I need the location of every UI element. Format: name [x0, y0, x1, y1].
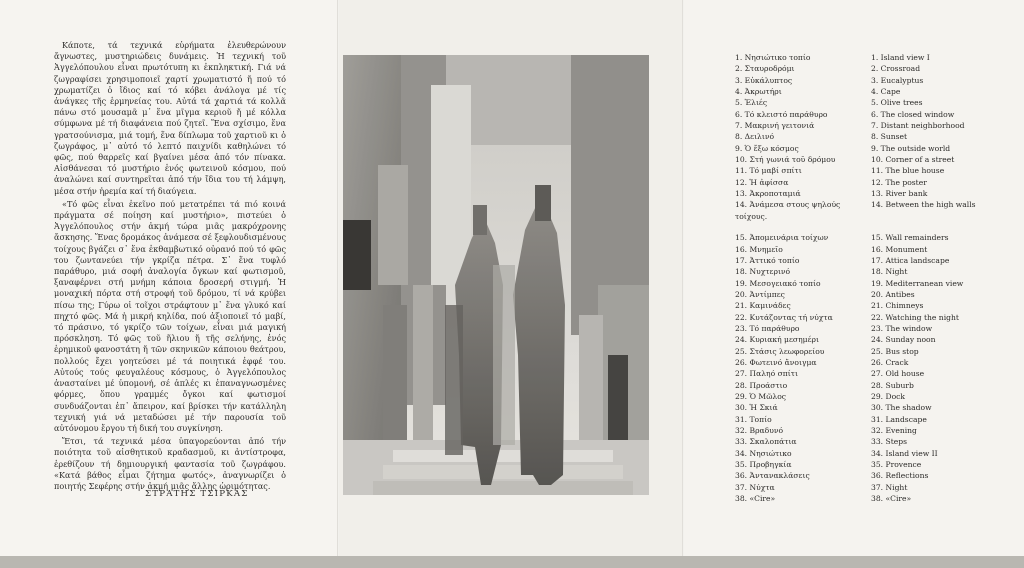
list-item: 2. Σταυροδρόμι — [735, 64, 795, 74]
list-item: 30. Ἡ Σκιά — [735, 403, 778, 413]
list-item: 13. Ἀκροποταμιά — [735, 189, 801, 199]
list-item: 4. Ἀκρωτήρι — [735, 87, 782, 97]
list-item: 34. Νησιώτικο — [735, 448, 792, 458]
essay-paragraph: Κάποτε, τά τεχνικά εὑρήματα ἐλευθερώνουν ἄγνωστες, μυστηριώδεις δυνάμεις. Ἡ τεχνική τοῦ Ἀγγελόπουλου εἶναι πρωτότυπη κι ἐκπληκτική. Γιά νά ζωγραφίσει χρησιμοποιεῖ χαρτί χρωματιστό ἤ πού τό χρωματίζει ὁ ἴδιος καί τό κόβει ἀνάλογα μέ τίς ἀνάγκες τῆς ἑρμηνείας του. Αὐτά τά χαρτιά τά κολλᾶ πάνω στό μουσαμᾶ μ᾽ ἕνα μῖγμα κεριοῦ ἤ μέ κόλλα σύμφωνα μέ τή διαφάνεια πού ζητεῖ. Ἕνα σχίσιμο, ἕνα γρατσούνισμα, μιά τομή, ἕνα δίπλωμα τοῦ χαρτιοῦ κι ὁ ζωγράφος, μ᾽ αὐτό τό λεπτό παιχνίδι καθηλώνει τό φῶς, πού θαρρεῖς καί βγαίνει μέσα ἀπό τόν πίνακα. Αἰσθάνεσαι τό μυστήριο ἑνός φωτεινοῦ κόσμου, πού ἀναλώνει καί συντηρεῖται ἀπό τήν ἴδια του τή λάμψη, μέσα στήν ἠρεμία καί τή διαύγεια. — [54, 40, 286, 196]
list-item: 18. Νυχτερινό — [735, 267, 791, 277]
list-item: 5. Ἐλιές — [735, 98, 768, 108]
list-item: 27. Παληό σπίτι — [735, 369, 798, 379]
list-item: 33. Σκαλοπάτια — [735, 437, 797, 447]
list-item: 10. Στή γωνιά τοῦ δρόμου — [735, 155, 836, 165]
list-item: 1. Island view I — [871, 53, 930, 62]
list-item: 14. Ἀνάμεσα στους ψηλούς τοίχους. — [735, 200, 841, 221]
list-item: 11. The blue house — [871, 166, 945, 176]
list-item: 16. Μνημεῖο — [735, 244, 783, 254]
list-item: 15. Ἀπομεινάρια τοίχων — [735, 233, 829, 243]
list-item: 7. Μακρινή γειτονιά — [735, 121, 815, 131]
list-item: 22. Watching the night — [871, 312, 959, 322]
list-item: 12. Ἡ ἀφίσσα — [735, 177, 789, 187]
list-item: 31. Τοπίο — [735, 414, 772, 424]
list-item: 37. Night — [871, 482, 908, 492]
list-item: 12. The poster — [871, 177, 927, 187]
list-item: 21. Chimneys — [871, 301, 924, 311]
list-item: 28. Προάστιο — [735, 380, 788, 390]
works-list-greek — [735, 52, 865, 504]
essay-paragraph: Ἔτσι, τά τεχνικά μέσα ὑπαγορεύονται ἀπό τήν ποιότητα τοῦ αἰσθητικοῦ κραδασμοῦ, κι ἀντίστροφα, ἐρεθίζουν τή δημιουργική φαντασία τοῦ ζωγράφου. «Κατά βάθος εἶμαι ζήτημα φωτός», ἀναγνωρίζει ὁ ποιητής Σεφέρης στήν ἀκμή μιᾶς ἄλλης ὡριμότητας. — [54, 436, 286, 491]
list-item: 14. Between the high walls — [871, 200, 976, 210]
list-item: 34. Island view II — [871, 448, 938, 458]
list-item: 28. Suburb — [871, 380, 914, 390]
list-item: 31. Landscape — [871, 414, 927, 424]
list-item: 6. The closed window — [871, 109, 955, 119]
list-item: 26. Φωτεινό ἄνοιγμα — [735, 357, 817, 367]
list-item: 33. Steps — [871, 437, 907, 447]
list-item: 32. Evening — [871, 426, 917, 435]
list-item: 17. Attica landscape — [871, 255, 950, 265]
list-item: 38. «Cire» — [871, 494, 912, 504]
works-list-english — [871, 52, 1006, 504]
list-item: 5. Olive trees — [871, 98, 923, 108]
list-item: 8. Sunset — [871, 132, 908, 142]
list-item: 6. Τό κλειστό παράθυρο — [735, 109, 828, 119]
list-item: 25. Στάσις λεωφορείου — [735, 346, 825, 356]
list-item: 20. Ἀντίμπες — [735, 289, 785, 299]
list-item: 23. The window — [871, 323, 933, 333]
list-item: 9. Ὁ ἔξω κόσμος — [735, 143, 799, 153]
list-item: 35. Provence — [871, 460, 922, 470]
list-item: 21. Καμινάδες — [735, 301, 791, 311]
list-item: 11. Τό μαβί σπίτι — [735, 166, 802, 176]
list-item: 24. Κυριακή μεσημέρι — [735, 335, 819, 345]
list-item: 38. «Cire» — [735, 494, 776, 504]
list-item: 3. Εὐκάλυπτος — [735, 75, 793, 85]
page-shadow — [0, 556, 1024, 568]
list-item: 7. Distant neighborhood — [871, 121, 965, 131]
list-item: 17. Ἀττικό τοπίο — [735, 255, 800, 265]
list-item: 25. Bus stop — [871, 346, 919, 356]
list-item: 30. The shadow — [871, 403, 932, 413]
list-item: 37. Νύχτα — [735, 482, 775, 492]
list-item: 8. Δειλινό — [735, 132, 775, 142]
list-item: 29. Ὁ Μῶλος — [735, 391, 787, 401]
list-item: 20. Antibes — [871, 289, 915, 299]
list-item: 18. Night — [871, 267, 908, 277]
list-item: 15. Wall remainders — [871, 233, 949, 243]
list-item: 10. Corner of a street — [871, 155, 955, 165]
list-item: 36. Ἀντανακλάσεις — [735, 471, 810, 481]
list-item: 2. Crossroad — [871, 64, 921, 74]
fold-line — [337, 0, 339, 558]
list-item: 3. Eucalyptus — [871, 75, 924, 85]
fold-line — [682, 0, 684, 558]
list-item: 1. Νησιώτικο τοπίο — [735, 53, 811, 62]
list-item: 29. Dock — [871, 391, 906, 401]
list-item: 24. Sunday noon — [871, 335, 936, 345]
list-item: 4. Cape — [871, 87, 901, 97]
list-item: 32. Βραδυνό — [735, 426, 784, 435]
list-item: 26. Crack — [871, 357, 909, 367]
essay-text — [54, 40, 286, 494]
list-item: 9. The outside world — [871, 143, 951, 153]
list-item: 23. Τό παράθυρο — [735, 323, 800, 333]
list-item: 16. Monument — [871, 244, 928, 254]
list-item: 19. Mediterranean view — [871, 278, 964, 288]
list-item: 27. Old house — [871, 369, 925, 379]
author-signature: ΣΤΡΑΤΗΣ ΤΣΙΡΚΑΣ — [145, 489, 249, 499]
list-item: 35. Προβηγκία — [735, 460, 792, 470]
list-item: 19. Μεσογειακό τοπίο — [735, 278, 821, 288]
list-item: 22. Κυτάζοντας τή νύχτα — [735, 312, 833, 322]
list-item: 13. River bank — [871, 189, 928, 199]
essay-paragraph: «Τό φῶς εἶναι ἐκεῖνο πού μετατρέπει τά πιό κοινά πράγματα σέ ποίηση καί μυστήριο», πιστεύει ὁ Ἀγγελόπουλος στήν ἀκμή τώρα μιᾶς μακρόχρονης ἄσκησης. Ἕνας δρομάκος ἀνάμεσα σέ ξεφλουδισμένους τοίχους βγάζει σ᾽ ἕνα ἐκθαμβωτικό οὐρανό πού τό φῶς του ζωντανεύει τήν γκρίζα πέτρα. Σ᾽ ἕνα τυφλό παράθυρο, μιά σοφή ἀναλογία ὄγκων καί φωτισμοῦ, ξαναφέρνει στή μνήμη κάποια δροσερή στιγμή. Ἡ μοναχική πόρτα στή στροφή τοῦ δρόμου, τί νά κρύβει πίσω της; Γύρω οἱ τοῖχοι στράφτουν μ᾽ ἕνα γλυκό καί πηχτό φῶς. Μά ἡ μικρή κηλίδα, πού ἀξιοποιεῖ τό μαβί, τό πράσινο, τό γκρίζο τῶν τοίχων, εἶναι μιά μαγική πρόσκληση. Τό φῶς τοῦ ἥλιου ἤ τῆς σελήνης, ἑνός ἐρημικοῦ φανοστάτη ἤ τῶν σκηνικῶν κάποιου θεάτρου, πολλούς ἔχει γοητεύσει μέ τά ποιητικά ἐφφέ του. Αὐτούς τούς φευγαλέους κόσμους, ὁ Ἀγγελόπουλος ἀνασταίνει μέ ὑπομονή, σέ ἁπλές κι ἐπαναγνωσμένες φόρμες, ὅπου γραμμές ὄγκοι καί φωτισμοί συνδυάζονται ἐπ᾽ ἄπειρον, καί βρίσκει τήν κατάλληλη τεχνική γιά νά μεταδώσει μέ τήν παρουσία τοῦ αὐτόνομου ἔργου τή δική του συγκίνηση. — [54, 198, 286, 433]
list-item: 36. Reflections — [871, 471, 929, 481]
painting-image — [343, 55, 649, 495]
